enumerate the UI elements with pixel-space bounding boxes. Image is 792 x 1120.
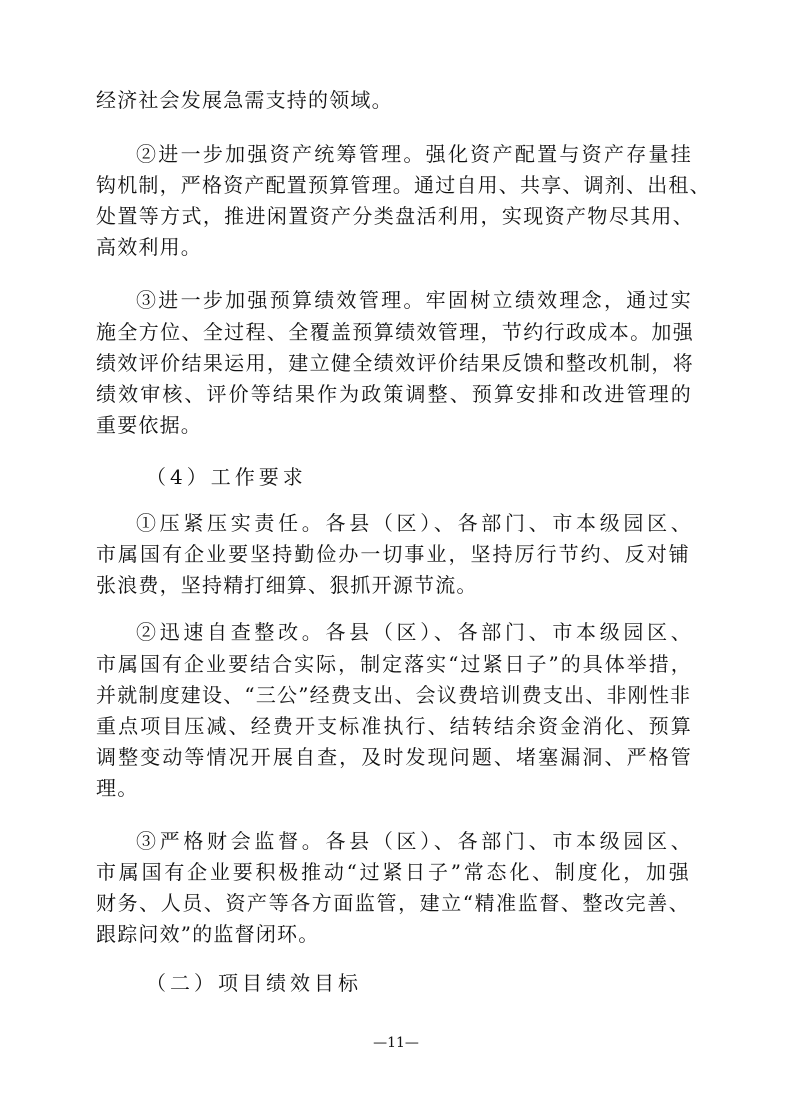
text-line: 调整变动等情况开展自查，及时发现问题、堵塞漏洞、严格管 (96, 745, 692, 769)
text-line: 张浪费，坚持精打细算、狠抓开源节流。 (96, 573, 478, 597)
text-line: 理。 (96, 776, 139, 800)
text-line: 绩效评价结果运用，建立健全绩效评价结果反馈和整改机制，将 (96, 351, 694, 375)
text-line: 市属国有企业要坚持勤俭办一切事业，坚持厉行节约、反对铺 (96, 542, 690, 566)
text-line: 重点项目压减、经费开支标准执行、结转结余资金消化、预算 (96, 714, 692, 738)
text-line: ③进一步加强预算绩效管理。牢固树立绩效理念，通过实 (136, 288, 692, 312)
text-line: 市属国有企业要结合实际，制定落实“过紧日子”的具体举措， (96, 652, 692, 676)
text-line: 财务、人员、资产等各方面监管，建立“精准监督、整改完善、 (96, 891, 690, 915)
text-line: 高效利用。 (96, 235, 202, 259)
text-line: 市属国有企业要积极推动“过紧日子”常态化、制度化，加强 (96, 860, 690, 884)
text-line: 并就制度建设、“三公”经费支出、会议费培训费支出、非刚性非 (96, 683, 692, 707)
text-line: 处置等方式，推进闲置资产分类盘活利用，实现资产物尽其用、 (96, 204, 694, 228)
text-line: ②迅速自查整改。各县（区）、各部门、市本级园区、 (136, 620, 692, 644)
section-heading: （二）项目绩效目标 (146, 971, 362, 995)
text-line: 施全方位、全过程、全覆盖预算绩效管理，节约行政成本。加强 (96, 320, 694, 344)
section-heading: （4）工作要求 (146, 465, 307, 489)
text-line: 重要依据。 (96, 413, 202, 437)
text-line: ①压紧压实责任。各县（区）、各部门、市本级园区、 (136, 511, 692, 535)
text-line: 经济社会发展急需支持的领域。 (96, 88, 393, 112)
text-line: 绩效审核、评价等结果作为政策调整、预算安排和改进管理的 (96, 382, 692, 406)
text-line: ②进一步加强资产统筹管理。强化资产配置与资产存量挂 (136, 142, 692, 166)
page-number: —11— (373, 1035, 419, 1051)
text-line: ③严格财会监督。各县（区）、各部门、市本级园区、 (136, 829, 692, 853)
text-line: 跟踪问效”的监督闭环。 (96, 922, 320, 946)
text-line: 钩机制，严格资产配置预算管理。通过自用、共享、调剂、出租、 (96, 173, 711, 197)
